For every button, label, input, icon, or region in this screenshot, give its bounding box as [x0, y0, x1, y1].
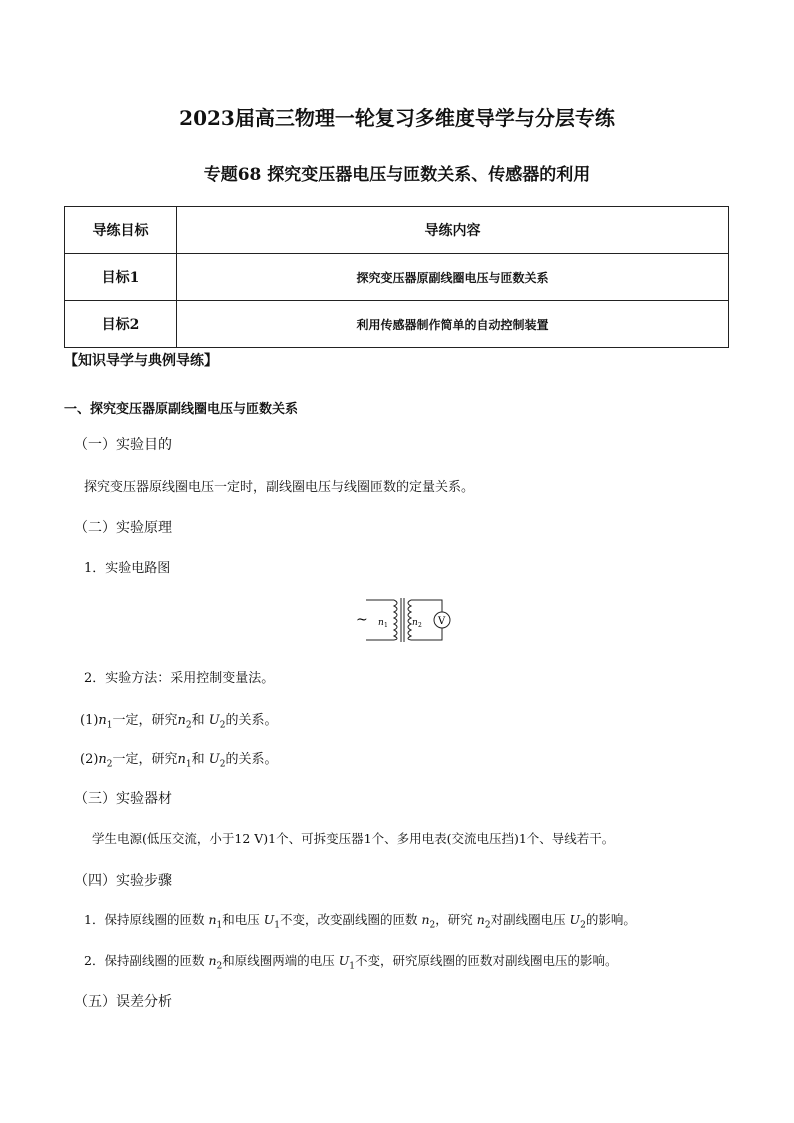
table-cell-goal: 目标1 [65, 254, 177, 301]
table-cell-content: 探究变压器原副线圈电压与匝数关系 [177, 254, 729, 301]
item-method: 2．实验方法：采用控制变量法。 [84, 671, 275, 686]
goals-table [64, 206, 729, 348]
equipment-text: 学生电源(低压交流，小于12 V)1个、可拆变压器1个、多用电表(交流电压挡)1个、导线若干。 [92, 831, 615, 846]
page-title: 2023届高三物理一轮复习多维度导学与分层专练 [179, 106, 615, 130]
heading-purpose: （一）实验目的 [74, 437, 172, 453]
heading-equipment: （三）实验器材 [74, 791, 172, 807]
voltmeter-label: V [438, 616, 446, 627]
table-row [65, 254, 729, 301]
page-subtitle: 专题68 探究变压器电压与匝数关系、传感器的利用 [203, 165, 591, 185]
heading-steps: （四）实验步骤 [74, 873, 172, 889]
table-cell-content: 利用传感器制作简单的自动控制装置 [177, 301, 729, 348]
table-cell-goal: 目标2 [65, 301, 177, 348]
item-circuit-diagram: 1．实验电路图 [84, 561, 171, 576]
method-line-1: $(1)n_1$一定，研究$n_2$和 $U_2$的关系。 [80, 713, 278, 731]
n1-label: n [378, 618, 384, 628]
heading-principle: （二）实验原理 [74, 520, 172, 536]
purpose-text: 探究变压器原线圈电压一定时，副线圈电压与线圈匝数的定量关系。 [84, 480, 475, 495]
table-row [65, 301, 729, 348]
n1-subscript: 1 [384, 622, 388, 629]
table-header-content: 导练内容 [177, 207, 729, 254]
table-header-goal: 导练目标 [65, 207, 177, 254]
heading-error-analysis: （五）误差分析 [74, 994, 172, 1010]
step-2: 2．保持副线圈的匝数 $n_2$和原线圈两端的电压 $U_1$不变，研究原线圈的匝数对副线圈电压的影响。 [84, 953, 618, 972]
table-header-row [65, 207, 729, 254]
method-line-2: $(2)n_2$一定，研究$n_1$和 $U_2$的关系。 [80, 752, 278, 770]
section-banner: 【知识导学与典例导练】 [64, 353, 218, 369]
n2-label: n [412, 618, 418, 628]
step-1: 1．保持原线圈的匝数 $n_1$和电压 $U_1$不变，改变副线圈的匝数 $n_2$，研究 $n_2$对副线圈电压 $U_2$的影响。 [84, 912, 636, 931]
transformer-circuit-diagram [350, 594, 460, 646]
ac-source-symbol: ~ [356, 612, 368, 628]
part-title: 一、探究变压器原副线圈电压与匝数关系 [64, 402, 299, 417]
n2-subscript: 2 [418, 622, 422, 629]
